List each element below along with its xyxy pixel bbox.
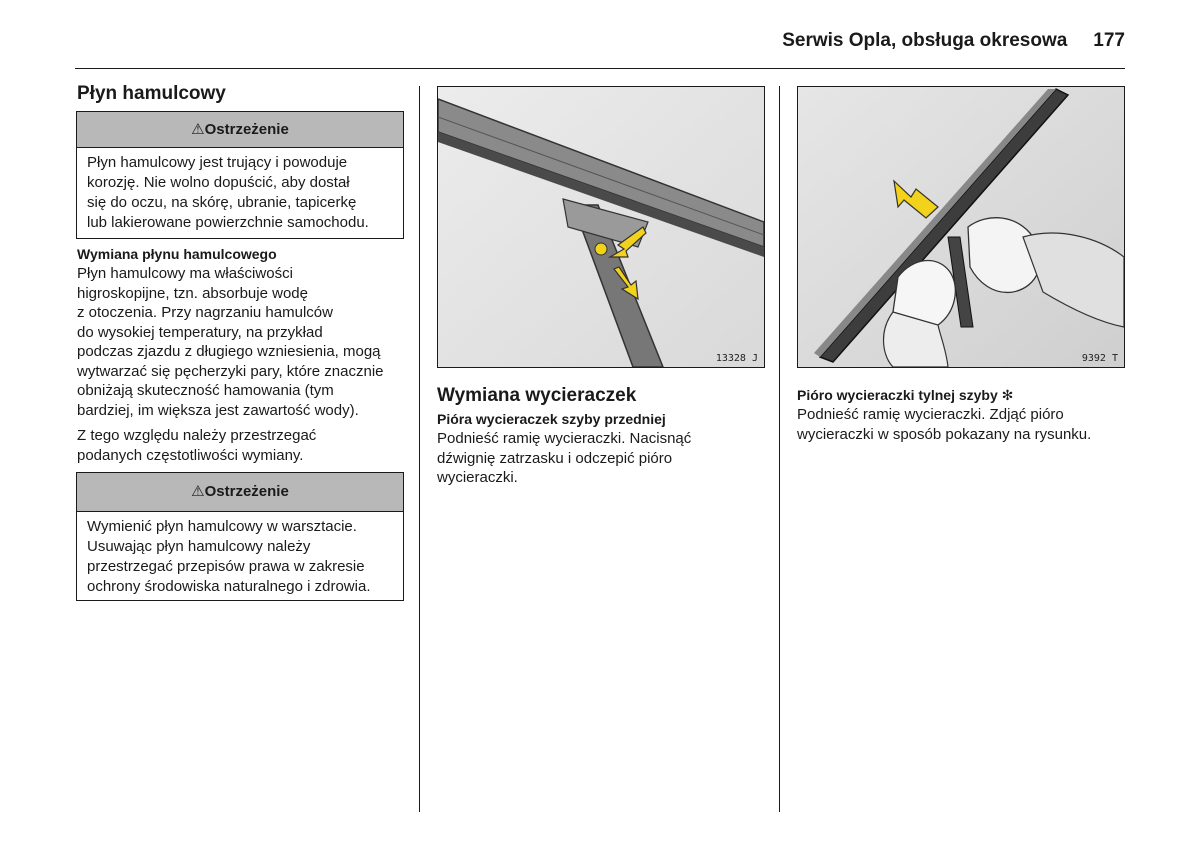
text-line: Płyn hamulcowy ma właściwości bbox=[77, 265, 293, 282]
figure-code: 13328 J bbox=[715, 353, 758, 364]
rear-wiper-figure bbox=[797, 86, 1125, 368]
warning-line: lub lakierowane powierzchnie samochodu. bbox=[87, 214, 369, 231]
brake-fluid-title: Płyn hamulcowy bbox=[77, 83, 226, 104]
warning-line: przestrzegać przepisów prawa w zakresie bbox=[87, 558, 365, 575]
front-wiper-paragraph bbox=[437, 429, 691, 488]
front-wiper-figure bbox=[437, 86, 765, 368]
header-divider bbox=[75, 68, 1125, 69]
warning-line: ochrony środowiska naturalnego i zdrowia. bbox=[87, 578, 371, 595]
sub-heading-brake-fluid-change: Wymiana płynu hamulcowego bbox=[77, 246, 277, 262]
text-line: Podnieść ramię wycieraczki. Nacisnąć bbox=[437, 430, 692, 447]
text-line: higroskopijne, tzn. absorbuje wodę bbox=[77, 284, 308, 302]
change-interval-paragraph bbox=[77, 426, 316, 465]
text-line: podczas zjazdu z długiego wzniesienia, mogą bbox=[77, 343, 381, 360]
column-divider-right bbox=[779, 86, 780, 812]
text-line: wycieraczki w sposób pokazany na rysunku. bbox=[797, 425, 1092, 443]
rear-wiper-sub-heading: Pióro wycieraczki tylnej szyby ✻ bbox=[797, 387, 1014, 403]
page-number: 177 bbox=[1093, 30, 1125, 51]
text-line: obniżają skuteczność hamowania (tym bbox=[77, 382, 334, 399]
warning-line: Wymienić płyn hamulcowy w warsztacie. bbox=[87, 518, 357, 535]
text-line: wytwarzać się pęcherzyki pary, które znacznie bbox=[77, 362, 384, 380]
warning-line: Usuwając płyn hamulcowy należy bbox=[87, 538, 311, 555]
warning-line: korozję. Nie wolno dopuścić, aby dostał bbox=[87, 174, 350, 191]
text-line: Z tego względu należy przestrzegać bbox=[77, 427, 317, 444]
warning-box-2 bbox=[76, 472, 404, 601]
front-wiper-illustration bbox=[438, 87, 764, 367]
rear-wiper-illustration bbox=[798, 87, 1124, 367]
warning-line: się do oczu, na skórę, ubranie, tapicerkę bbox=[87, 194, 357, 211]
warning-box-1 bbox=[76, 111, 404, 239]
text-line: dźwignię zatrzasku i odczepić pióro bbox=[437, 449, 673, 467]
text-line: z otoczenia. Przy nagrzaniu hamulców bbox=[77, 304, 333, 321]
page-header bbox=[760, 30, 1125, 56]
rear-wiper-paragraph bbox=[797, 405, 1091, 444]
brake-fluid-paragraph bbox=[77, 264, 384, 420]
front-wiper-sub-heading: Pióra wycieraczek szyby przedniej bbox=[437, 411, 666, 427]
figure-code: 9392 T bbox=[1081, 353, 1118, 364]
warning-line: Płyn hamulcowy jest trujący i powoduje bbox=[87, 154, 348, 171]
warning-text bbox=[77, 512, 403, 602]
text-line: do wysokiej temperatury, na przykład bbox=[77, 323, 323, 341]
warning-heading: ⚠Ostrzeżenie bbox=[77, 112, 403, 148]
text-line: wycieraczki. bbox=[437, 469, 518, 486]
chapter-title: Serwis Opla, obsługa okresowa bbox=[782, 30, 1068, 51]
warning-text bbox=[77, 148, 403, 238]
column-divider-left bbox=[419, 86, 420, 812]
wiper-replacement-title: Wymiana wycieraczek bbox=[437, 385, 637, 406]
text-line: podanych częstotliwości wymiany. bbox=[77, 446, 304, 464]
text-line: Podnieść ramię wycieraczki. Zdjąć pióro bbox=[797, 406, 1064, 423]
text-line: bardziej, im większa jest zawartość wody). bbox=[77, 401, 359, 419]
warning-heading: ⚠Ostrzeżenie bbox=[77, 473, 403, 512]
